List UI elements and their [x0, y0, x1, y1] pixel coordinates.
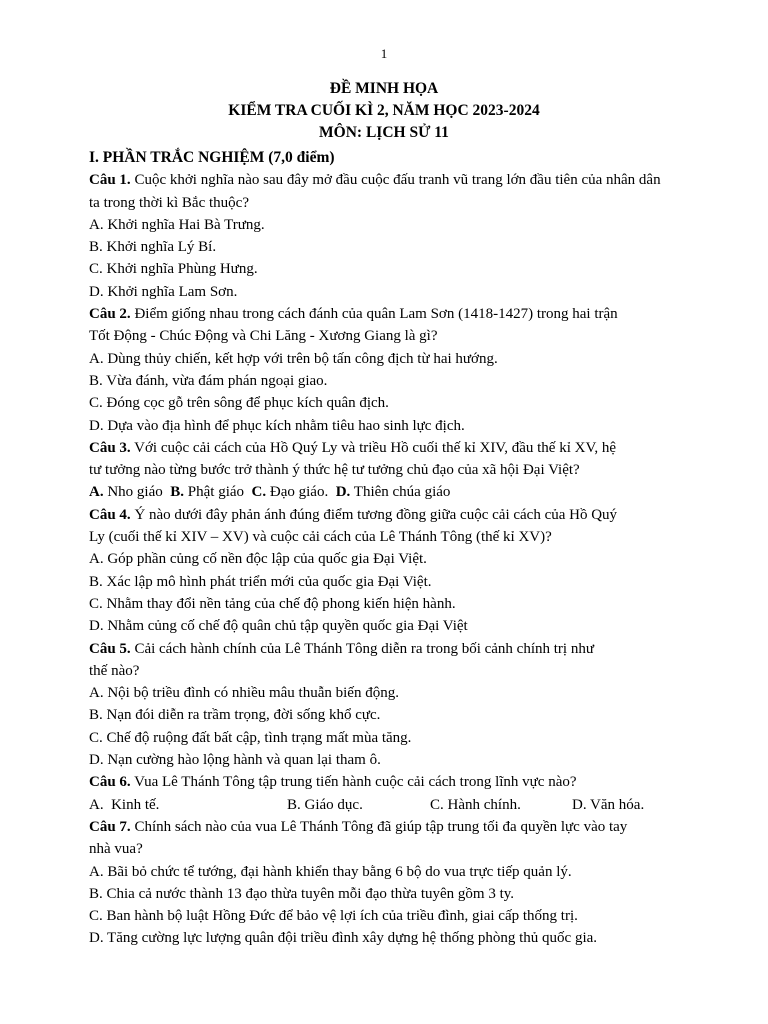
option-c: C. Đóng cọc gỗ trên sông để phục kích quân địch. — [89, 395, 389, 412]
question-2 — [89, 303, 689, 437]
question-label: Câu 5. — [89, 640, 131, 657]
question-2-stem — [89, 303, 689, 325]
option-a: A. Góp phần củng cố nền độc lập của quốc gia Đại Việt. — [89, 551, 427, 568]
question-text: Điểm giống nhau trong cách đánh của quân Lam Sơn (1418-1427) trong hai trận — [130, 306, 618, 323]
question-1 — [89, 169, 689, 303]
question-text-cont: tư tưởng nào từng bước trở thành ý thức hệ tư tưởng chủ đạo của xã hội Đại Việt? — [89, 462, 580, 479]
question-text: Chính sách nào của vua Lê Thánh Tông đã giúp tập trung tối đa quyền lực vào tay — [130, 818, 628, 835]
option-b: B. Chia cả nước thành 13 đạo thừa tuyên mỗi đạo thừa tuyên gồm 3 ty. — [89, 885, 515, 902]
option-letter: D. — [335, 484, 351, 501]
option-d: D. Nhằm củng cố chế độ quân chủ tập quyền quốc gia Đại Việt — [89, 618, 468, 635]
option-d: D. Dựa vào địa hình để phục kích nhằm tiêu hao sinh lực địch. — [89, 417, 465, 434]
question-label: Câu 4. — [89, 506, 131, 523]
option-d: D. Tăng cường lực lượng quân đội triều đình xây dựng hệ thống phòng thủ quốc gia. — [89, 930, 598, 947]
option-letter: A. — [89, 484, 104, 501]
option-c: C. Khởi nghĩa Phùng Hưng. — [89, 261, 258, 278]
question-label: Câu 1. — [89, 172, 131, 189]
exam-title: ĐỀ MINH HỌA — [329, 80, 439, 97]
question-6-stem — [89, 771, 689, 793]
option-a: A. Kinh tế. — [89, 796, 160, 813]
question-text: Vua Lê Thánh Tông tập trung tiến hành cuộc cải cách trong lĩnh vực nào? — [130, 774, 577, 791]
question-3 — [89, 437, 689, 504]
question-4-stem — [89, 504, 689, 526]
option-b: B. Xác lập mô hình phát triển mới của quốc gia Đại Việt. — [89, 573, 432, 590]
option-a: A. Khởi nghĩa Hai Bà Trưng. — [89, 216, 265, 233]
option-c: Đạo giáo. — [266, 484, 336, 501]
question-1-stem — [89, 169, 689, 191]
option-c: C. Ban hành bộ luật Hồng Đức để bảo vệ lợi ích của triều đình, giai cấp thống trị. — [89, 908, 578, 925]
option-c: C. Hành chính. — [430, 796, 521, 813]
question-6 — [89, 771, 689, 816]
option-letter: C. — [251, 484, 267, 501]
question-text: Cải cách hành chính của Lê Thánh Tông diễn ra trong bối cảnh chính trị như — [130, 640, 594, 657]
option-b: B. Vừa đánh, vừa đám phán ngoại giao. — [89, 372, 328, 389]
question-5 — [89, 638, 689, 772]
page-number: 1 — [380, 46, 388, 61]
option-b: B. Giáo dục. — [287, 796, 363, 813]
option-a: A. Bãi bỏ chức tể tướng, đại hành khiển thay bằng 6 bộ do vua trực tiếp quản lý. — [89, 863, 572, 880]
exam-content — [89, 147, 689, 950]
option-a: A. Nội bộ triều đình có nhiều mâu thuẫn biến động. — [89, 685, 399, 702]
question-text-cont: Ly (cuối thế kỉ XIV – XV) và cuộc cải cách của Lê Thánh Tông (thế kỉ XV)? — [89, 529, 552, 546]
option-b: B. Khởi nghĩa Lý Bí. — [89, 239, 217, 256]
question-label: Câu 7. — [89, 818, 131, 835]
option-letter: B. — [170, 484, 185, 501]
option-c: C. Nhằm thay đổi nền tảng của chế độ phong kiến hiện hành. — [89, 595, 456, 612]
question-label: Câu 6. — [89, 774, 131, 791]
option-c: C. Chế độ ruộng đất bất cập, tình trạng mất mùa tăng. — [89, 729, 412, 746]
question-label: Câu 3. — [89, 439, 131, 456]
question-4 — [89, 504, 689, 638]
question-5-stem — [89, 638, 689, 660]
option-a: Nho giáo — [103, 484, 171, 501]
option-d: D. Văn hóa. — [572, 796, 645, 813]
option-a: A. Dùng thủy chiến, kết hợp với trên bộ tấn công địch từ hai hướng. — [89, 350, 498, 367]
question-text-cont: thế nào? — [89, 662, 140, 679]
option-d: D. Khởi nghĩa Lam Sơn. — [89, 283, 238, 300]
inline-options — [89, 481, 689, 503]
inline-options — [89, 794, 689, 816]
question-text: Với cuộc cải cách của Hồ Quý Ly và triều Hồ cuối thế kỉ XIV, đầu thế kỉ XV, hệ — [130, 439, 616, 456]
question-text-cont: nhà vua? — [89, 841, 143, 858]
option-b: Phật giáo — [184, 484, 252, 501]
exam-header — [0, 78, 768, 144]
question-label: Câu 2. — [89, 306, 131, 323]
question-7 — [89, 816, 689, 950]
option-d: Thiên chúa giáo — [350, 484, 451, 501]
section-title: I. PHẦN TRẮC NGHIỆM (7,0 điểm) — [89, 149, 335, 166]
question-text-cont: Tốt Động - Chúc Động và Chi Lăng - Xương Giang là gì? — [89, 328, 438, 345]
question-text: Cuộc khởi nghĩa nào sau đây mở đầu cuộc đấu tranh vũ trang lớn đầu tiên của nhân dân — [130, 172, 661, 189]
question-7-stem — [89, 816, 689, 838]
question-text: Ý nào dưới đây phản ánh đúng điểm tương đồng giữa cuộc cải cách của Hồ Quý — [130, 506, 618, 523]
question-3-stem — [89, 437, 689, 459]
exam-subtitle: KIỂM TRA CUỐI KÌ 2, NĂM HỌC 2023-2024 — [228, 102, 540, 119]
question-text-cont: ta trong thời kì Bắc thuộc? — [89, 194, 249, 211]
option-b: B. Nạn đói diễn ra trầm trọng, đời sống khổ cực. — [89, 707, 381, 724]
exam-subject: MÔN: LỊCH SỬ 11 — [319, 124, 449, 141]
option-d: D. Nạn cường hào lộng hành và quan lại tham ô. — [89, 752, 381, 769]
